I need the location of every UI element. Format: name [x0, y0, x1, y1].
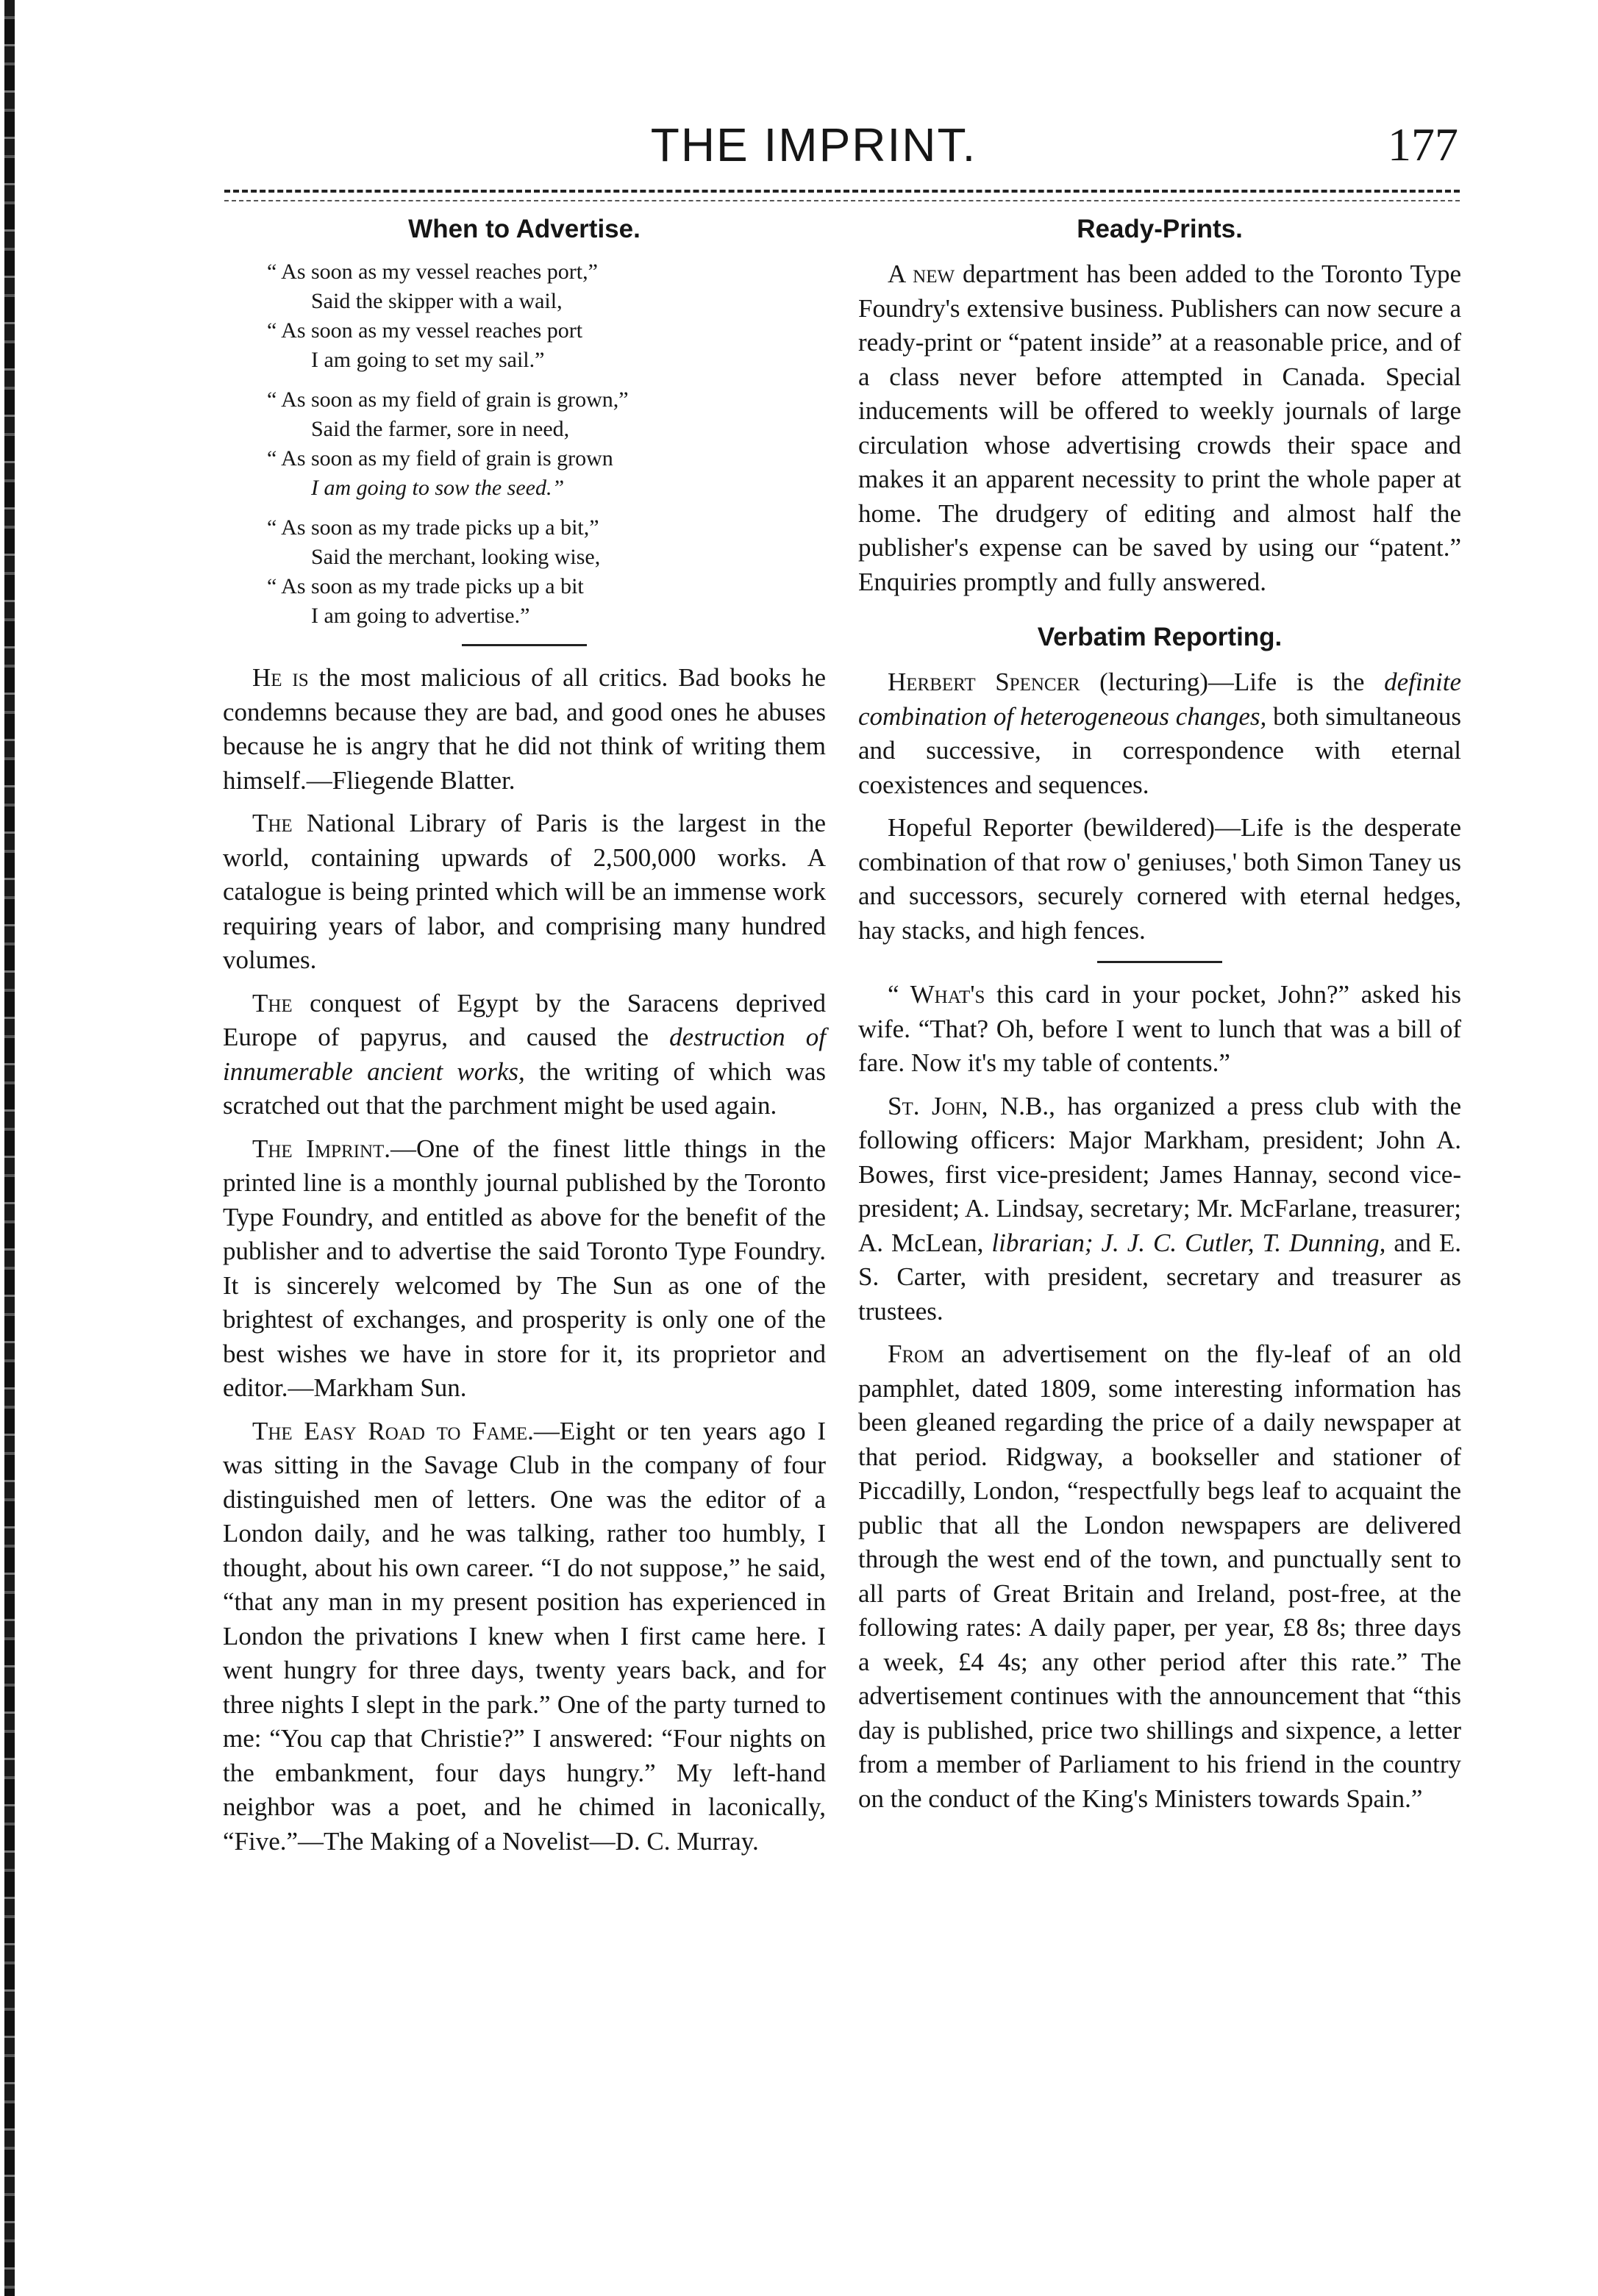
poem-stanza [267, 385, 826, 503]
binding-edge [4, 0, 15, 2296]
verse-line: I am going to sow the seed.” [311, 476, 565, 500]
verse-line: I am going to set my sail.” [311, 348, 545, 372]
verbatim-heading: Verbatim Reporting. [1037, 623, 1283, 651]
press-club-paragraph [858, 1090, 1461, 1329]
verbatim-paragraph [858, 665, 1461, 802]
running-head [169, 110, 1458, 176]
paragraph-text: conquest of Egypt by the Saracens deprived Europe of papyrus, and caused the [223, 988, 826, 1051]
paragraph-text: N.B., has organized a press club with the following officers: Major Markham, president; John A. Bowes, first vice-president; James Hannay, second vice-president; A. Lindsay, secretary; Mr. McFarlane, treasurer; A. McLean, [858, 1091, 1462, 1257]
egypt-paragraph [223, 987, 826, 1123]
paragraph-text: the writing of which was scratched out that the parchment might be used again. [223, 1056, 827, 1120]
lead-words: St. John, [888, 1091, 988, 1120]
lead-words: “ What's [888, 980, 985, 1009]
verse-line: “ As soon as my vessel reaches port [267, 318, 583, 343]
paragraph-text: the most malicious of all critics. Bad books he condemns because they are bad, and good ones he abuses because he is angry that he did not think of writing them himself.—Fliegende Blatter. [223, 663, 827, 795]
paragraph-italic: destruction of innumerable ancient works, [223, 1023, 826, 1086]
poem-heading: When to Advertise. [408, 215, 641, 243]
verse-line: “ As soon as my trade picks up a bit,” [267, 515, 599, 540]
speaker-name: Herbert Spencer [888, 668, 1080, 696]
journal-title: THE IMPRINT. [650, 118, 977, 171]
paragraph-text: an advertisement on the fly-leaf of an old pamphlet, dated 1809, some interesting information has been gleaned regarding the price of a daily newspaper at that period. Ridgway, a bookseller and stationer of Piccadilly, London, “respectfully begs leaf to acquaint the public that all the London newspapers are delivered through the west end of the town, and punctually sent to all parts of Great Britain and Ireland, post-free, at the following rates: A daily paper, per year, £8 8s; three days a week, £4 4s; any other period after this rate.” The advertisement continues with the announcement that “this day is published, price two shillings and sixpence, a letter from a member of Parliament to his friend in the country on the conduct of the King's Ministers towards Spain.” [858, 1340, 1461, 1813]
poem-stanza [267, 513, 826, 631]
paragraph-text: both simultaneous and successive, in correspondence with eternal coexistences and sequences. [858, 701, 1461, 799]
paragraph-text: and E. S. Carter, with president, secretary and treasurer as trustees. [858, 1228, 1462, 1326]
verse-line: “ As soon as my field of grain is grown,” [267, 387, 629, 412]
critic-paragraph [223, 661, 826, 798]
verse-line: Said the farmer, sore in need, [311, 417, 570, 441]
verse-line: I am going to advertise.” [311, 604, 530, 628]
paragraph-text: —Eight or ten years ago I was sitting in the Savage Club in the company of four distinguished men of letters. One was the editor of a London daily, and he was talking, rather too humbly, I thought, about his own career. “I do not suppose,” he said, “that any man in my present position has experienced in London the privations I knew when I first came here. I went hungry for three days, twenty years back, and for three nights I slept in the park.” One of the party turned to me: “You cap that Christie?” I answered: “Four nights on the embankment, four days hungry.” My left-hand neighbor was a poet, and he chimed in laconically, “Five.”—The Making of a Novelist—D. C. Murray. [223, 1416, 826, 1856]
ready-prints-paragraph [858, 257, 1461, 599]
verse-line: “ As soon as my vessel reaches port,” [267, 260, 598, 284]
verse-line: “ As soon as my field of grain is grown [267, 446, 613, 471]
page-number: 177 [1388, 118, 1458, 171]
section-rule [462, 644, 587, 646]
lead-words: The [252, 809, 293, 837]
verse-line: Said the skipper with a wail, [311, 289, 563, 313]
ready-prints-heading: Ready-Prints. [1077, 215, 1243, 243]
paragraph-text: (lecturing)—Life is the [1099, 668, 1365, 696]
card-paragraph [858, 978, 1461, 1081]
lead-words: The [252, 988, 293, 1018]
paragraph-italic: definite combination of heterogeneous changes, [858, 668, 1462, 731]
verse-line: Said the merchant, looking wise, [311, 545, 601, 569]
poem [267, 257, 826, 631]
pamphlet-paragraph [858, 1337, 1461, 1816]
poem-stanza [267, 257, 826, 375]
paragraph-text: —One of the finest little things in the printed line is a monthly journal published by the Toronto Type Foundry, and entitled as above for the benefit of the publisher and to advertise the said Toronto Type Foundry. It is sincerely welcomed by The Sun as one of the brightest of exchanges, and prosperity is only one of the best wishes we have in store for it, its proprietor and editor.—Markham Sun. [223, 1134, 826, 1402]
section-rule [1097, 961, 1222, 963]
fame-paragraph [223, 1415, 826, 1859]
lead-words: From [888, 1340, 944, 1368]
imprint-paragraph [223, 1132, 826, 1406]
right-column [858, 213, 1461, 1825]
header-rule-secondary [224, 200, 1460, 201]
lead-words: A new [888, 260, 955, 288]
header-rule [224, 190, 1460, 193]
lead-words: He is [252, 663, 309, 692]
paragraph-text: department has been added to the Toronto Type Foundry's extensive business. Publishers can now secure a ready-print or “patent inside” at a reasonable price, and of a class never before attempted in Canada. Special inducements will be offered to weekly journals of large circulation whose advertising crowds their space and makes it an apparent necessity to print the whole paper at home. The drudgery of editing and almost half the publisher's expense can be saved by using our “patent.” Enquiries promptly and fully answered. [858, 260, 1462, 596]
lead-words: The Easy Road to Fame. [252, 1416, 534, 1445]
library-paragraph [223, 807, 826, 978]
left-column [223, 213, 826, 1867]
reporter-paragraph: Hopeful Reporter (bewildered)—Life is the desperate combination of that row o' geniuses,' both Simon Taney us and successors, securely cornered with eternal hedges, hay stacks, and high fences. [858, 813, 1461, 945]
paragraph-italic: librarian; J. J. C. Cutler, T. Dunning, [991, 1228, 1386, 1257]
paragraph-text: this card in your pocket, John?” asked his wife. “That? Oh, before I went to lunch that was a bill of fare. Now it's my table of contents.” [858, 980, 1461, 1077]
paragraph-text: National Library of Paris is the largest in the world, containing upwards of 2,500,000 works. A catalogue is being printed which will be an immense work requiring years of labor, and comprising many hundred volumes. [223, 809, 827, 974]
verse-line: “ As soon as my trade picks up a bit [267, 574, 584, 598]
lead-words: The Imprint. [252, 1134, 391, 1163]
